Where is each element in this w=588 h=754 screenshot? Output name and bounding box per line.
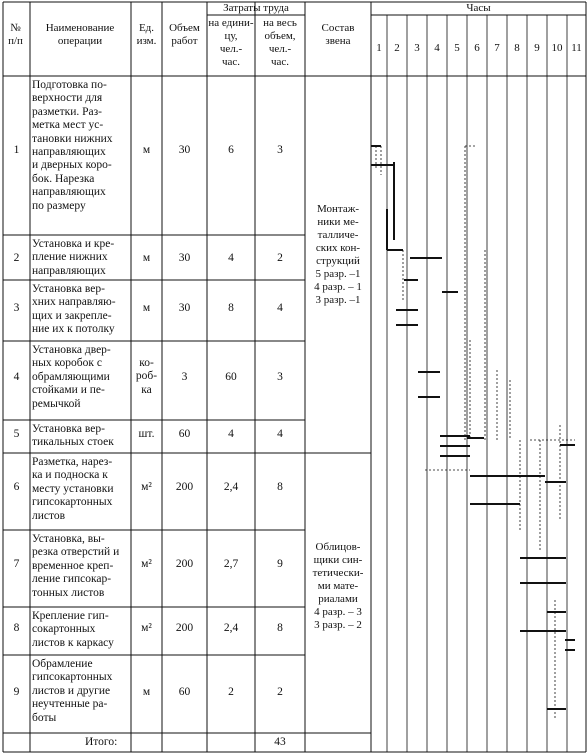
hour-label: 3 [414,42,420,54]
per-unit-cell: 6 [228,144,234,156]
operation-name: Подготовка по- верхности для разметки. Раз- метка мест ус- тановки нижних направляющих и дверных коро- бок. Нарезка направляющих по размеру [32,79,113,212]
total-value: 43 [274,736,286,748]
operation-name: Установка, вы- резка отверстий и временное креп- ление гипсокар- тонных листов [32,533,120,599]
total-cell: 9 [277,558,283,570]
per-unit-cell: 2,4 [223,622,239,634]
total-cell: 4 [277,302,283,314]
row-number: 9 [13,686,20,698]
hour-label: 8 [514,42,520,54]
operation-name: Установка вер- хних направляю- щих и закрепле- ние их к потолку [32,283,116,336]
hour-label: 2 [394,42,400,54]
unit-cell: ко- роб- ка [135,357,158,396]
total-cell: 2 [277,686,283,698]
volume-cell: 200 [175,622,194,634]
volume-cell: 30 [178,144,191,156]
hour-label: 10 [551,42,563,54]
row-number: 8 [13,622,20,634]
hour-label: 6 [474,42,480,54]
operation-name: Обрамление гипсокартонных листов и другие неучтенные ра- боты [32,658,113,724]
crew-cladding: Облицов- щики син- тетически- ми мате- риалами 4 разр. – 3 3 разр. – 2 [312,541,364,631]
row-number: 7 [13,558,20,570]
total-cell: 4 [277,428,283,440]
header-num: № п/п [8,22,23,47]
per-unit-cell: 2,7 [223,558,239,570]
unit-cell: шт. [138,428,155,440]
total-cell: 8 [277,622,283,634]
operation-name: Установка двер- ных коробок с обрамляющими стойками и пе- ремычкой [32,344,111,410]
hour-label: 9 [534,42,540,54]
operation-name: Установка вер- тикальных стоек [32,423,114,449]
volume-cell: 60 [178,686,191,698]
total-label: Итого: [85,736,118,748]
operation-name: Разметка, нарез- ка и поднoска к месту установки гипсокартонных листов [32,456,114,522]
per-unit-cell: 2,4 [223,481,239,493]
operation-name: Установка и кре- пление нижних направляющих [32,238,115,277]
per-unit-cell: 8 [228,302,234,314]
per-unit-cell: 4 [228,428,234,440]
hour-label: 1 [376,42,382,54]
total-cell: 3 [277,144,283,156]
volume-cell: 60 [178,428,191,440]
hour-label: 11 [571,42,582,54]
per-unit-cell: 4 [228,252,234,264]
header-crew: Состав звена [321,22,355,47]
total-cell: 8 [277,481,283,493]
row-number: 4 [13,371,20,383]
header-per-unit: на едини- цу, чел.- час. [208,17,254,68]
unit-cell: м [142,252,151,264]
unit-cell: м [142,144,151,156]
unit-cell: м [142,302,151,314]
per-unit-cell: 2 [228,686,234,698]
row-number: 3 [13,302,20,314]
volume-cell: 200 [175,481,194,493]
total-cell: 3 [277,371,283,383]
header-labor: Затраты труда [223,2,289,14]
volume-cell: 200 [175,558,194,570]
volume-cell: 30 [178,252,191,264]
hour-label: 5 [454,42,460,54]
volume-cell: 30 [178,302,191,314]
row-number: 2 [13,252,20,264]
per-unit-cell: 60 [225,371,237,383]
crew-metal: Монтаж- ники ме- талличе- ских кон- струкций 5 разр. –1 4 разр. – 1 3 разр. –1 [314,203,362,306]
header-volume: Объем работ [169,22,200,47]
header-hours: Часы [466,2,491,14]
hour-label: 7 [494,42,500,54]
header-name: Наименование операции [45,22,115,47]
hour-label: 4 [434,42,440,54]
operation-name: Крепление гип- сокартонных листов к каркасу [32,610,114,649]
header-total: на весь объем, чел.- час. [263,17,297,68]
volume-cell: 3 [181,371,188,383]
unit-cell: м² [141,481,152,493]
row-number: 5 [13,428,20,440]
row-number: 6 [13,481,20,493]
unit-cell: м² [141,558,152,570]
row-number: 1 [13,144,20,156]
header-unit: Ед. изм. [136,22,157,47]
total-cell: 2 [277,252,283,264]
unit-cell: м² [141,622,152,634]
unit-cell: м [142,686,151,698]
